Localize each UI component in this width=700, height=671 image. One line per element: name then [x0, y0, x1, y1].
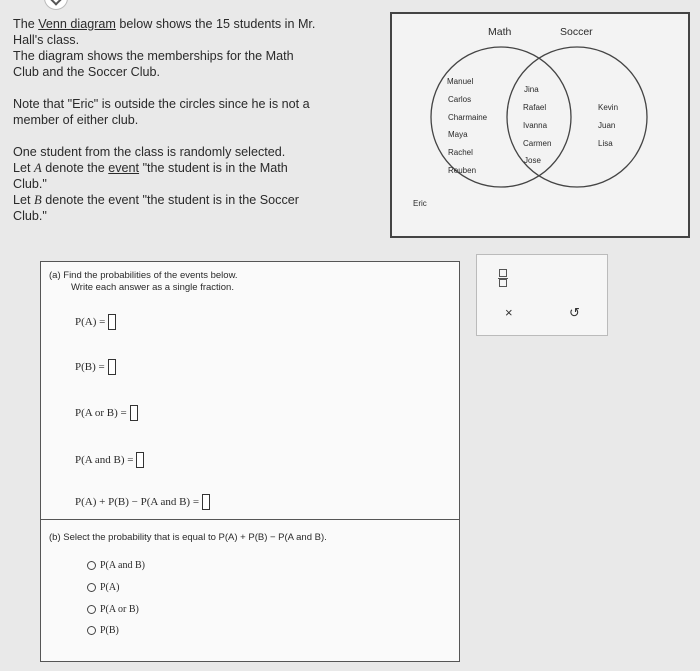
venn-member: Charmaine	[448, 113, 488, 122]
event-text: denote the	[45, 161, 105, 175]
p-a-row	[75, 314, 116, 330]
event-text: "the student is in the Math	[142, 161, 288, 175]
part-b-panel	[40, 519, 460, 662]
venn-member-outside: Eric	[413, 199, 427, 208]
venn-member: Carlos	[448, 95, 472, 104]
radio-icon[interactable]	[87, 583, 96, 592]
venn-diagram-link[interactable]: Venn diagram	[38, 17, 116, 31]
soccer-label: Soccer	[560, 26, 593, 38]
note-text: member of either club.	[13, 113, 139, 127]
radio-icon[interactable]	[87, 626, 96, 635]
radio-icon[interactable]	[87, 605, 96, 614]
p-a-label: P(A) =	[75, 316, 106, 328]
option-p-a[interactable]	[87, 582, 119, 593]
selection-text: One student from the class is randomly selected.	[13, 145, 286, 159]
option-p-b[interactable]	[87, 625, 119, 636]
p-b-answer-box[interactable]	[108, 359, 116, 375]
sum-rule-row	[75, 494, 210, 510]
p-a-answer-box[interactable]	[108, 314, 116, 330]
venn-member: Kevin	[598, 103, 619, 112]
venn-member: Rafael	[523, 103, 547, 112]
venn-member: Maya	[448, 130, 468, 139]
venn-member: Ivanna	[523, 121, 548, 130]
p-a-and-b-label: P(A and B) =	[75, 454, 134, 466]
intro-text: The	[13, 17, 35, 31]
p-a-or-b-label: P(A or B) =	[75, 407, 127, 419]
math-toolbar	[476, 254, 608, 336]
part-b-label: (b)	[49, 532, 61, 543]
instruction-text: Find the probabilities of the events below.	[63, 270, 238, 281]
p-a-or-b-answer-box[interactable]	[130, 405, 138, 421]
part-a-panel	[40, 261, 460, 520]
p-a-and-b-row	[75, 452, 144, 468]
venn-member: Reuben	[448, 166, 477, 175]
sum-rule-answer-box[interactable]	[202, 494, 210, 510]
venn-member: Carmen	[523, 139, 552, 148]
clear-button[interactable]: ×	[505, 305, 513, 320]
note-text: Note that "Eric" is outside the circles since he is not a	[13, 97, 310, 111]
venn-member: Manuel	[447, 77, 474, 86]
option-label: P(A and B)	[100, 560, 145, 571]
event-text: denote the event "the student is in the Soccer	[45, 193, 299, 207]
p-a-or-b-row	[75, 405, 138, 421]
instruction-text: Write each answer as a single fraction.	[71, 282, 234, 293]
p-a-and-b-answer-box[interactable]	[136, 452, 144, 468]
venn-diagram	[390, 12, 690, 238]
collapse-chevron-icon[interactable]	[44, 0, 68, 10]
part-a-instructions	[49, 270, 238, 294]
intro-text: The diagram shows the memberships for the Math	[13, 49, 294, 63]
option-label: P(A)	[100, 582, 120, 593]
event-text: Let	[13, 161, 31, 175]
event-b-var: B	[34, 193, 42, 207]
venn-member: Juan	[598, 121, 616, 130]
part-b-question	[49, 532, 327, 544]
intro-text: Club and the Soccer Club.	[13, 65, 161, 79]
sum-rule-label: P(A) + P(B) − P(A and B) =	[75, 496, 200, 508]
venn-member: Jose	[524, 156, 541, 165]
fraction-icon[interactable]	[499, 269, 507, 287]
problem-statement	[13, 16, 368, 224]
undo-button[interactable]: ↺	[569, 305, 580, 320]
intro-text: below shows the 15 students in Mr.	[119, 17, 316, 31]
venn-member: Rachel	[448, 148, 473, 157]
radio-icon[interactable]	[87, 561, 96, 570]
venn-member: Jina	[524, 85, 539, 94]
part-a-label: (a)	[49, 270, 61, 281]
event-text: Club."	[13, 209, 47, 223]
question-text: Select the probability that is equal to P(A) + P(B) − P(A and B).	[63, 532, 327, 543]
option-p-a-and-b[interactable]	[87, 560, 145, 571]
soccer-circle	[507, 47, 647, 187]
option-label: P(B)	[100, 625, 119, 636]
math-label: Math	[488, 26, 512, 38]
p-b-label: P(B) =	[75, 361, 105, 373]
event-text: Club."	[13, 177, 47, 191]
p-b-row	[75, 359, 116, 375]
intro-text: Hall's class.	[13, 33, 80, 47]
option-label: P(A or B)	[100, 604, 139, 615]
event-text: Let	[13, 193, 31, 207]
option-p-a-or-b[interactable]	[87, 604, 139, 615]
event-a-var: A	[34, 161, 42, 175]
event-link[interactable]: event	[108, 161, 140, 175]
venn-member: Lisa	[598, 139, 613, 148]
